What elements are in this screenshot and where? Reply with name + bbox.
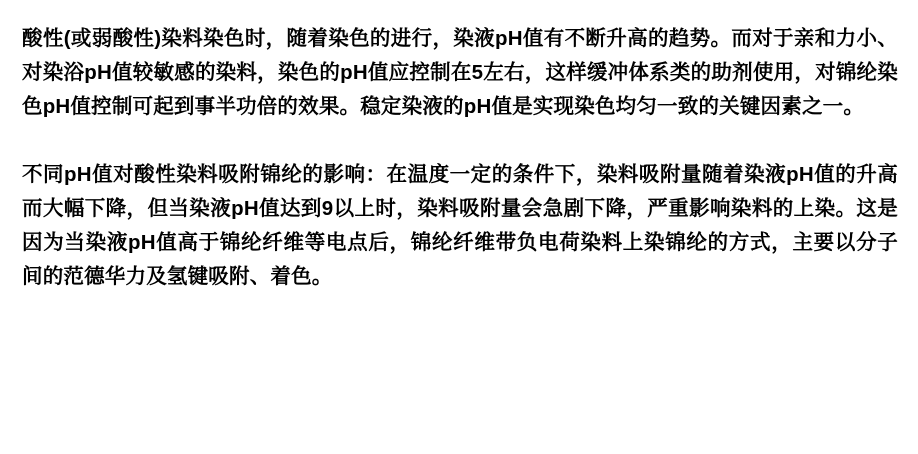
paragraph-1: 酸性(或弱酸性)染料染色时，随着染色的进行，染液pH值有不断升高的趋势。而对于亲和力小、对染浴pH值较敏感的染料，染色的pH值应控制在5左右，这样缓冲体系类的助剂使用，对锦纶染色pH值控制可起到事半功倍的效果。稳定染液的pH值是实现染色均匀一致的关键因素之一。 (22, 27, 898, 118)
paragraph-2: 不同pH值对酸性染料吸附锦纶的影响：在温度一定的条件下，染料吸附量随着染液pH值的升高而大幅下降，但当染液pH值达到9以上时，染料吸附量会急剧下降，严重影响染料的上染。这是因为当染液pH值高于锦纶纤维等电点后，锦纶纤维带负电荷染料上染锦纶的方式，主要以分子间的范德华力及氢键吸附、着色。 (22, 163, 898, 288)
